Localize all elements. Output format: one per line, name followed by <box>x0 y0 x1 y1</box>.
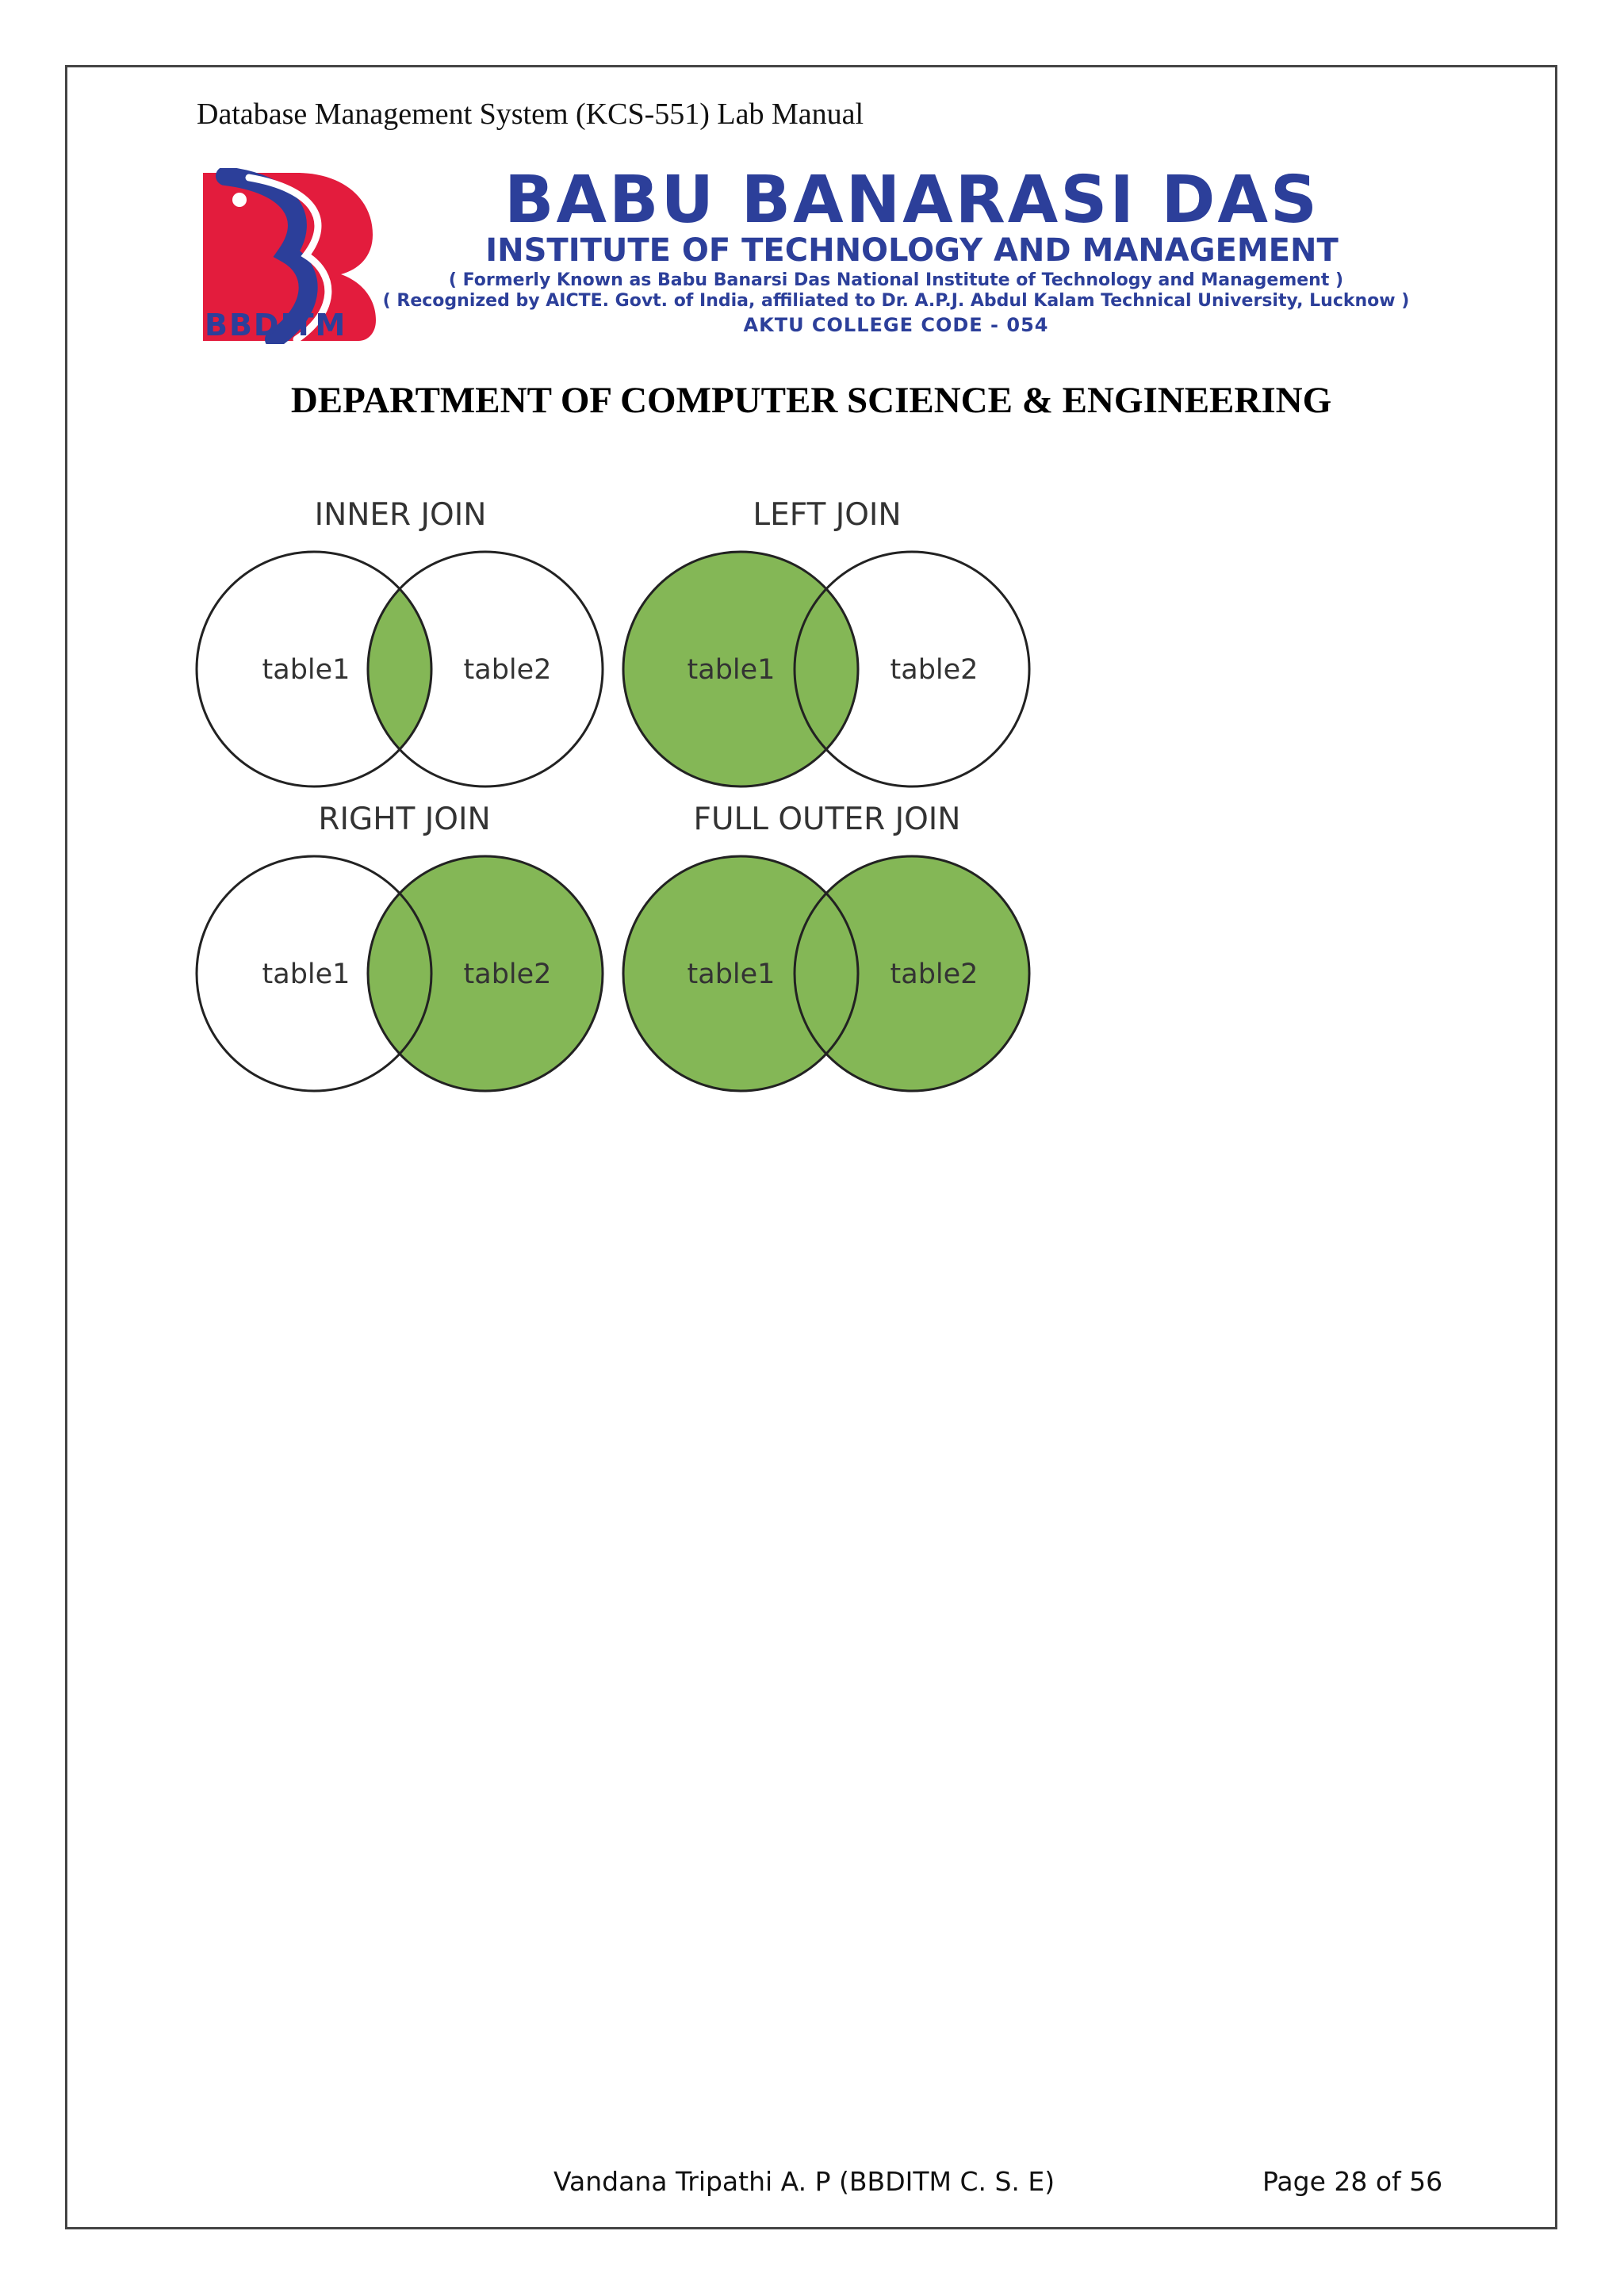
logo-abbreviation: BBDITM <box>205 308 347 342</box>
table1-label: table1 <box>262 654 350 686</box>
institute-name: BABU BANARASI DAS <box>504 163 1320 238</box>
join-title: LEFT JOIN <box>753 497 902 533</box>
join-title: RIGHT JOIN <box>318 802 491 837</box>
table1-label: table1 <box>687 654 776 686</box>
full-outer-join-diagram <box>623 802 1029 1091</box>
running-header: Database Management System (KCS-551) Lab Manual <box>197 98 864 131</box>
institute-recognition: ( Recognized by AICTE. Govt. of India, affiliated to Dr. A.P.J. Abdul Kalam Technical University, Lucknow ) <box>382 291 1410 311</box>
table1-label: table1 <box>687 959 776 990</box>
table1-label: table1 <box>262 959 350 990</box>
table2-label: table2 <box>890 959 979 990</box>
page-number: Page 28 of 56 <box>1262 2166 1443 2197</box>
table2-label: table2 <box>890 654 979 686</box>
institute-subtitle: INSTITUTE OF TECHNOLOGY AND MANAGEMENT <box>485 232 1339 269</box>
right-join-diagram <box>197 802 603 1091</box>
college-code: AKTU COLLEGE CODE - 054 <box>743 314 1049 336</box>
inner-join-diagram <box>197 497 603 786</box>
join-title: INNER JOIN <box>314 497 487 533</box>
join-title: FULL OUTER JOIN <box>693 802 961 837</box>
join-diagrams <box>0 0 1624 1110</box>
footer-author: Vandana Tripathi A. P (BBDITM C. S. E) <box>553 2166 1055 2197</box>
left-join-diagram <box>623 497 1029 786</box>
table2-label: table2 <box>463 959 552 990</box>
department-title: DEPARTMENT OF COMPUTER SCIENCE & ENGINEERING <box>290 380 1332 421</box>
institute-formerly: ( Formerly Known as Babu Banarsi Das National Institute of Technology and Management ) <box>448 270 1344 290</box>
table2-label: table2 <box>463 654 552 686</box>
